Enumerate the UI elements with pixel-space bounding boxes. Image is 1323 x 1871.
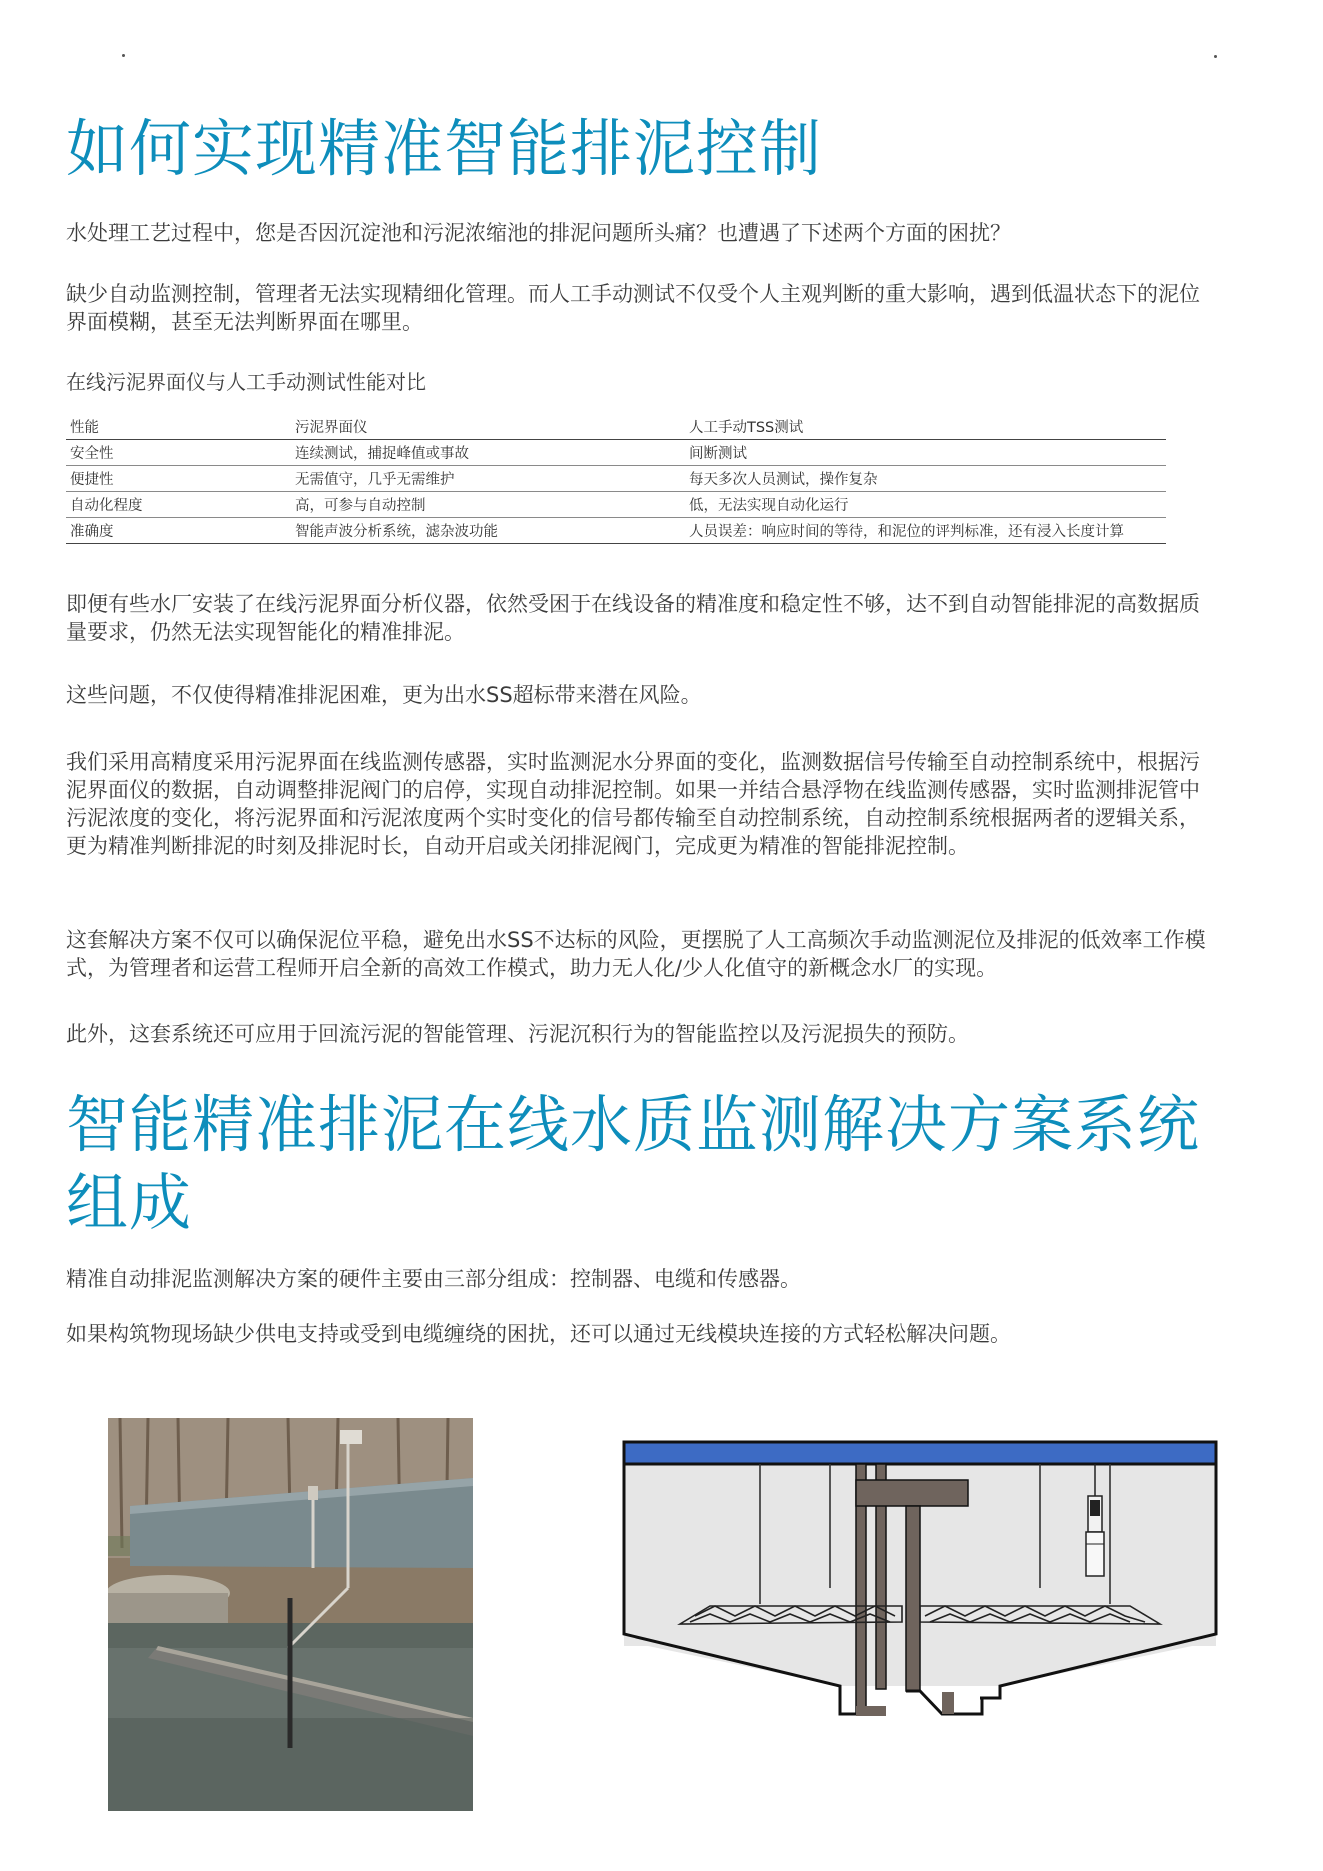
table-row	[66, 440, 1166, 466]
table-cell: 高，可参与自动控制	[291, 492, 685, 518]
table-header-row	[66, 414, 1166, 440]
intro-paragraph: 水处理工艺过程中，您是否因沉淀池和污泥浓缩池的排泥问题所头痛？也遭遇了下述两个方面的困扰？	[66, 221, 1011, 245]
paragraph-wireless: 如果构筑物现场缺少供电支持或受到电缆缠绕的困扰，还可以通过无线模块连接的方式轻松解决问题。	[66, 1322, 1011, 1346]
table-row	[66, 466, 1166, 492]
table-header-cell: 性能	[66, 414, 291, 440]
heading-sludge-control: 如何实现精准智能排泥控制	[66, 112, 823, 185]
table-cell: 连续测试，捕捉峰值或事故	[291, 440, 685, 466]
corner-dot-left	[122, 54, 125, 57]
table-header-cell: 污泥界面仪	[291, 414, 685, 440]
table-caption: 在线污泥界面仪与人工手动测试性能对比	[66, 370, 426, 394]
installation-photo	[108, 1418, 473, 1811]
table-cell: 无需值守，几乎无需维护	[291, 466, 685, 492]
table-cell: 每天多次人员测试，操作复杂	[685, 466, 1166, 492]
table-row	[66, 492, 1166, 518]
tank-schematic	[620, 1436, 1220, 1726]
table-header-cell: 人工手动TSS测试	[685, 414, 1166, 440]
table-cell: 安全性	[66, 440, 291, 466]
tank-schematic-art	[620, 1436, 1220, 1726]
table-row	[66, 518, 1166, 544]
paragraph-hardware: 精准自动排泥监测解决方案的硬件主要由三部分组成：控制器、电缆和传感器。	[66, 1267, 801, 1291]
table-cell: 人员误差：响应时间的等待，和泥位的评判标准，还有浸入长度计算	[685, 518, 1166, 544]
heading-system-composition: 智能精准排泥在线水质监测解决方案系统组成	[66, 1088, 1201, 1239]
table-cell: 智能声波分析系统，滤杂波功能	[291, 518, 685, 544]
table-cell: 间断测试	[685, 440, 1166, 466]
table-cell: 便捷性	[66, 466, 291, 492]
paragraph-applications: 此外，这套系统还可应用于回流污泥的智能管理、污泥沉积行为的智能监控以及污泥损失的预防。	[66, 1022, 969, 1046]
table-cell: 准确度	[66, 518, 291, 544]
problem-paragraph: 缺少自动监测控制，管理者无法实现精细化管理。而人工手动测试不仅受个人主观判断的重大影响，遇到低温状态下的泥位界面模糊，甚至无法判断界面在哪里。	[66, 282, 1200, 334]
table-cell: 自动化程度	[66, 492, 291, 518]
comparison-table	[66, 414, 1166, 544]
paragraph-benefits: 这套解决方案不仅可以确保泥位平稳，避免出水SS不达标的风险，更摆脱了人工高频次手动监测泥位及排泥的低效率工作模式，为管理者和运营工程师开启全新的高效工作模式，助力无人化/少人化值守的新概念水厂的实现。	[66, 928, 1206, 980]
paragraph-risk: 这些问题，不仅使得精准排泥困难，更为出水SS超标带来潜在风险。	[66, 683, 702, 707]
installation-photo-art	[108, 1418, 473, 1811]
corner-dot-right	[1214, 55, 1217, 58]
table-cell: 低，无法实现自动化运行	[685, 492, 1166, 518]
paragraph-online-instruments: 即便有些水厂安装了在线污泥界面分析仪器，依然受困于在线设备的精准度和稳定性不够，达不到自动智能排泥的高数据质量要求，仍然无法实现智能化的精准排泥。	[66, 592, 1200, 644]
paragraph-solution: 我们采用高精度采用污泥界面在线监测传感器，实时监测泥水分界面的变化，监测数据信号传输至自动控制系统中，根据污泥界面仪的数据，自动调整排泥阀门的启停，实现自动排泥控制。如果一并结合悬浮物在线监测传感器，实时监测排泥管中污泥浓度的变化，将污泥界面和污泥浓度两个实时变化的信号都传输至自动控制系统，自动控制系统根据两者的逻辑关系，更为精准判断排泥的时刻及排泥时长，自动开启或关闭排泥阀门，完成更为精准的智能排泥控制。	[66, 750, 1200, 858]
